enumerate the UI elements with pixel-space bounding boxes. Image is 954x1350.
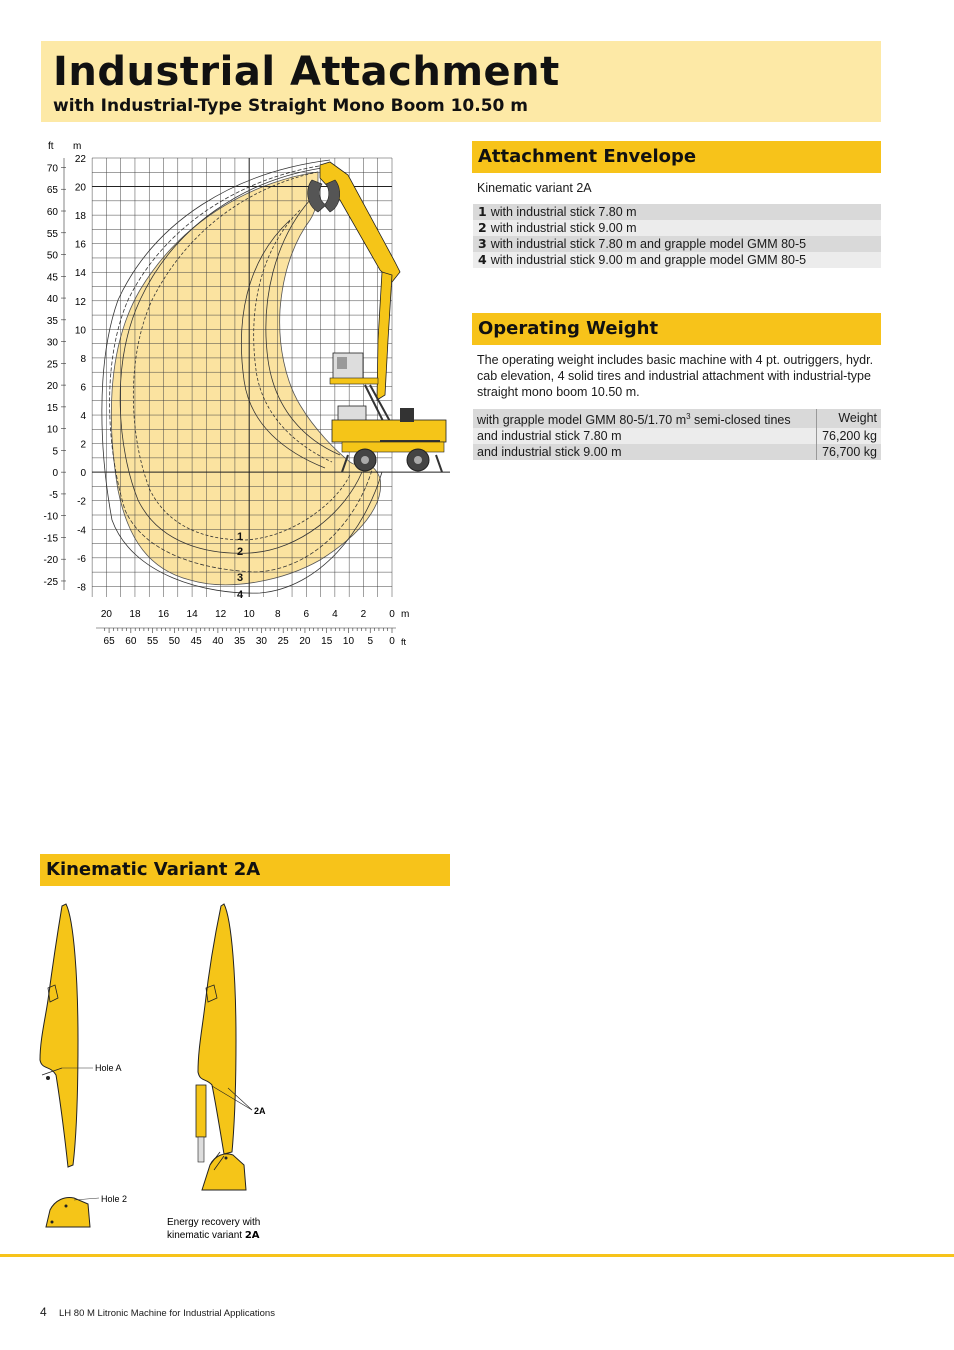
- footer-text: LH 80 M Litronic Machine for Industrial Applications: [59, 1308, 275, 1319]
- ft-tick-label: -25: [43, 576, 58, 588]
- x-m-tick-label: 6: [303, 609, 310, 620]
- kinematic-variant-diagram: [0, 890, 320, 1250]
- ft-tick-label: 45: [46, 272, 58, 284]
- m-tick-label: -8: [77, 582, 86, 594]
- m-tick-label: 6: [80, 382, 86, 394]
- x-m-tick-label: 16: [157, 609, 170, 620]
- operating-weight-heading: Operating Weight: [472, 313, 881, 345]
- x-m-tick-label: 2: [360, 609, 367, 620]
- table-header-row: [473, 409, 881, 428]
- operating-weight-description: The operating weight includes basic machine with 4 pt. outriggers, hydr. cab elevation, 4 solid tires and industrial attachment with industrial-type straight mono boom 10.50 m.: [477, 353, 874, 399]
- table-header-weight: Weight: [817, 409, 882, 428]
- x-m-tick-label: 0: [389, 609, 395, 620]
- ft-tick-label: 30: [46, 337, 58, 349]
- caption-line-2: kinematic variant 2A: [167, 1230, 260, 1241]
- machine-grapple: [308, 180, 340, 212]
- m-tick-label: 12: [74, 296, 86, 308]
- table-header-cell: with grapple model GMM 80-5/1.70 $m^3$ semi-closed tines: [473, 409, 817, 428]
- machine-illustration: [308, 162, 446, 472]
- x-ft-tick-label: 0: [389, 636, 395, 647]
- label-2a: 2A: [254, 1106, 266, 1116]
- curve-label-3: 3: [237, 572, 244, 584]
- kinematic-note: Kinematic variant 2A: [477, 181, 592, 195]
- ft-tick-label: -10: [43, 511, 58, 523]
- ft-tick-label: -15: [43, 533, 58, 545]
- ft-tick-label: 70: [46, 163, 58, 175]
- machine-body: [332, 420, 446, 442]
- attachment-envelope-diagram: [0, 0, 470, 660]
- m-tick-label: 4: [80, 411, 86, 423]
- m-tick-label: 2: [80, 439, 86, 451]
- ft-tick-label: 0: [52, 468, 58, 480]
- ft-tick-label: 50: [46, 250, 58, 262]
- x-ft-tick-label: 50: [168, 636, 180, 647]
- list-item: 3 with industrial stick 7.80 m and grapple model GMM 80-5: [473, 236, 881, 252]
- stick-left: [40, 904, 78, 1167]
- m-tick-label: -4: [77, 525, 86, 537]
- x-m-tick-label: 4: [332, 609, 338, 620]
- x-ft-tick-label: 45: [190, 636, 202, 647]
- table-row: and industrial stick 7.80 m 76,200 kg: [473, 428, 881, 444]
- m-tick-label: 22: [74, 154, 86, 165]
- x-m-tick-label: 14: [186, 609, 198, 620]
- x-ft-tick-label: 40: [212, 636, 224, 647]
- table-row: and industrial stick 9.00 m 76,700 kg: [473, 444, 881, 460]
- x-m-tick-label: 8: [274, 609, 281, 620]
- x-m-tick-label: 20: [100, 609, 112, 620]
- ft-tick-label: -20: [43, 555, 58, 567]
- page-title: Industrial Attachment: [53, 49, 560, 95]
- operating-weight-table: [473, 409, 881, 460]
- ft-tick-label: 60: [46, 207, 58, 219]
- m-axis-labels: [75, 154, 87, 593]
- list-item: 1 with industrial stick 7.80 m: [473, 204, 881, 220]
- caption-line-1: Energy recovery with: [167, 1217, 261, 1228]
- attachment-envelope-heading: Attachment Envelope: [472, 141, 881, 173]
- ft-tick-label: 55: [46, 228, 58, 240]
- ft-axis-labels: [44, 163, 59, 587]
- x-ft-tick-label: 35: [234, 636, 246, 647]
- ft-tick-label: 40: [46, 294, 58, 306]
- m-tick-label: -2: [77, 496, 86, 508]
- list-item: 2 with industrial stick 9.00 m: [473, 220, 881, 236]
- ft-tick-label: -5: [49, 489, 58, 501]
- x-m-tick-label: 10: [243, 609, 255, 620]
- m-tick-label: 10: [74, 325, 86, 337]
- x-m-tick-label: 18: [129, 609, 141, 620]
- footer-rule: [0, 1254, 954, 1257]
- list-item: 4 with industrial stick 9.00 m and grapple model GMM 80-5: [473, 252, 881, 268]
- m-tick-label: 20: [74, 182, 86, 194]
- page-number: 4: [40, 1305, 47, 1319]
- m-tick-label: 16: [74, 239, 86, 251]
- page-subtitle: with Industrial-Type Straight Mono Boom 10.50 m: [53, 96, 528, 116]
- x-ft-tick-label: 55: [147, 636, 159, 647]
- x-ft-axis-labels: [104, 636, 396, 647]
- x-m-axis-labels: [101, 609, 395, 620]
- x-ft-tick-label: 10: [342, 636, 355, 647]
- m-tick-label: -6: [77, 553, 86, 565]
- machine-chassis: [342, 442, 444, 452]
- x-ft-tick-label: 20: [299, 636, 311, 647]
- variant-list: [473, 204, 881, 268]
- kinematic-variant-heading: Kinematic Variant 2A: [40, 854, 450, 886]
- unit-bottom-ft: ft: [401, 637, 407, 647]
- machine-boom: [320, 162, 400, 282]
- unit-left-m: m: [73, 141, 82, 152]
- machine-stick: [377, 272, 392, 400]
- ft-tick-label: 35: [46, 315, 58, 327]
- ft-tick-label: 65: [46, 185, 58, 197]
- m-tick-label: 0: [80, 468, 86, 480]
- x-ft-tick-label: 15: [321, 636, 333, 647]
- unit-left-ft: ft: [48, 141, 54, 152]
- unit-bottom-m: m: [401, 609, 410, 620]
- curve-label-2: 2: [237, 546, 244, 558]
- x-ft-tick-label: 5: [367, 636, 374, 647]
- curve-label-4: 4: [237, 589, 244, 601]
- ft-tick-label: 20: [46, 381, 58, 393]
- x-m-tick-label: 12: [215, 609, 227, 620]
- m-tick-label: 18: [74, 211, 86, 223]
- energy-recovery-cylinder: [196, 1085, 206, 1137]
- curve-label-1: 1: [237, 531, 244, 543]
- x-ft-tick-label: 65: [103, 636, 115, 647]
- link-right: [202, 1154, 246, 1190]
- m-tick-label: 14: [74, 268, 86, 280]
- ft-tick-label: 5: [52, 446, 58, 458]
- x-ft-tick-label: 25: [277, 636, 289, 647]
- ft-tick-label: 15: [46, 402, 58, 414]
- x-ft-tick-label: 30: [255, 636, 267, 647]
- hole-a-label: Hole A: [95, 1063, 122, 1073]
- ft-tick-label: 10: [46, 424, 58, 436]
- x-ft-tick-label: 60: [125, 636, 137, 647]
- hole-2-label: Hole 2: [101, 1194, 128, 1204]
- ft-tick-label: 25: [46, 359, 58, 371]
- m-tick-label: 8: [80, 353, 86, 365]
